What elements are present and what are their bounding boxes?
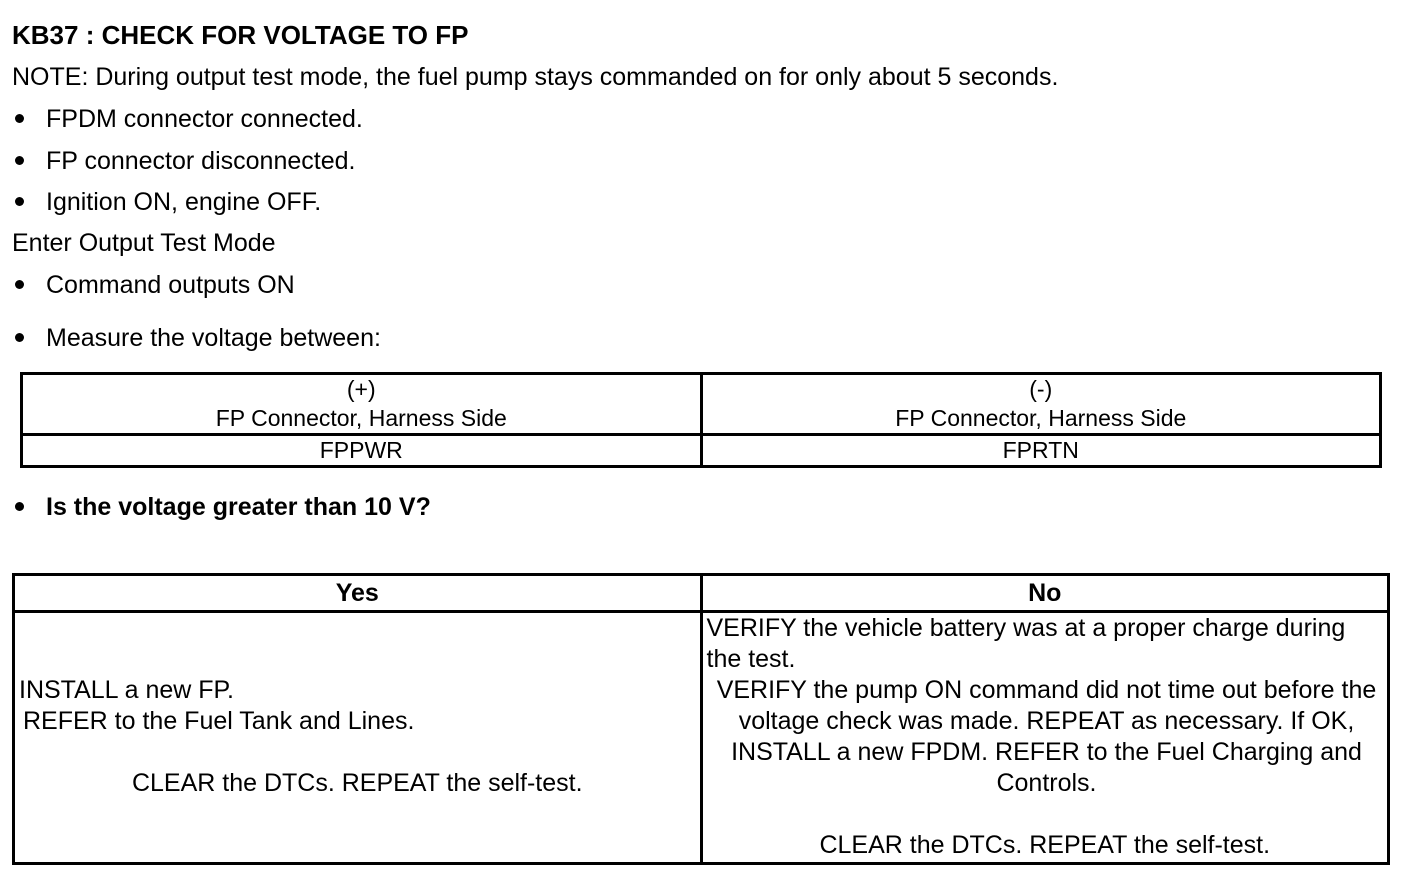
note-text: NOTE: During output test mode, the fuel pump stays commanded on for only about 5 seconds.: [12, 63, 1059, 91]
positive-header-cell: [22, 374, 702, 435]
enter-mode-text: Enter Output Test Mode: [12, 229, 276, 257]
negative-value: FPRTN: [701, 435, 1381, 467]
question-text: Is the voltage greater than 10 V?: [46, 493, 431, 521]
measurement-table: [20, 372, 1382, 468]
no-action-2: VERIFY the pump ON command did not time out before the voltage check was made. REPEAT as necessary. If OK, INSTALL a new FPDM. REFER to the Fuel Charging and Controls.: [716, 676, 1377, 797]
result-table: [12, 573, 1390, 865]
yes-cell: [14, 612, 702, 864]
measurement-value-row: [22, 435, 1381, 467]
question-item: [12, 492, 431, 522]
measurement-header-row: [22, 374, 1381, 435]
negative-header-cell: [701, 374, 1381, 435]
positive-value: FPPWR: [22, 435, 702, 467]
yes-header: Yes: [14, 575, 702, 612]
condition-text: FP connector disconnected.: [46, 147, 356, 175]
bullet-icon: [15, 502, 24, 511]
no-header: No: [701, 575, 1389, 612]
condition-item: [12, 187, 321, 217]
bullet-icon: [15, 197, 24, 206]
command-item: [12, 270, 295, 300]
negative-header: FP Connector, Harness Side: [895, 405, 1187, 431]
bullet-icon: [15, 280, 24, 289]
yes-action-2: REFER to the Fuel Tank and Lines.: [23, 707, 415, 735]
yes-action-1: INSTALL a new FP.: [19, 676, 234, 704]
bullet-icon: [15, 156, 24, 165]
positive-sign: (+): [346, 376, 376, 402]
positive-header: FP Connector, Harness Side: [215, 405, 507, 431]
condition-item: [12, 104, 363, 134]
result-header-row: [14, 575, 1389, 612]
negative-sign: (-): [1029, 376, 1053, 402]
no-action-1: VERIFY the vehicle battery was at a proper charge during the test.: [706, 614, 1346, 673]
condition-text: Ignition ON, engine OFF.: [46, 188, 322, 216]
command-text: Command outputs ON: [46, 271, 295, 299]
measure-text: Measure the voltage between:: [46, 324, 381, 352]
bullet-icon: [15, 333, 24, 342]
yes-action-3: CLEAR the DTCs. REPEAT the self-test.: [131, 769, 583, 797]
page-title: KB37 : CHECK FOR VOLTAGE TO FP: [12, 20, 469, 50]
no-cell: [701, 612, 1389, 864]
condition-item: [12, 146, 355, 176]
no-action-3: CLEAR the DTCs. REPEAT the self-test.: [819, 831, 1271, 859]
bullet-icon: [15, 114, 24, 123]
measure-item: [12, 323, 381, 353]
condition-text: FPDM connector connected.: [46, 105, 363, 133]
result-body-row: [14, 612, 1389, 864]
